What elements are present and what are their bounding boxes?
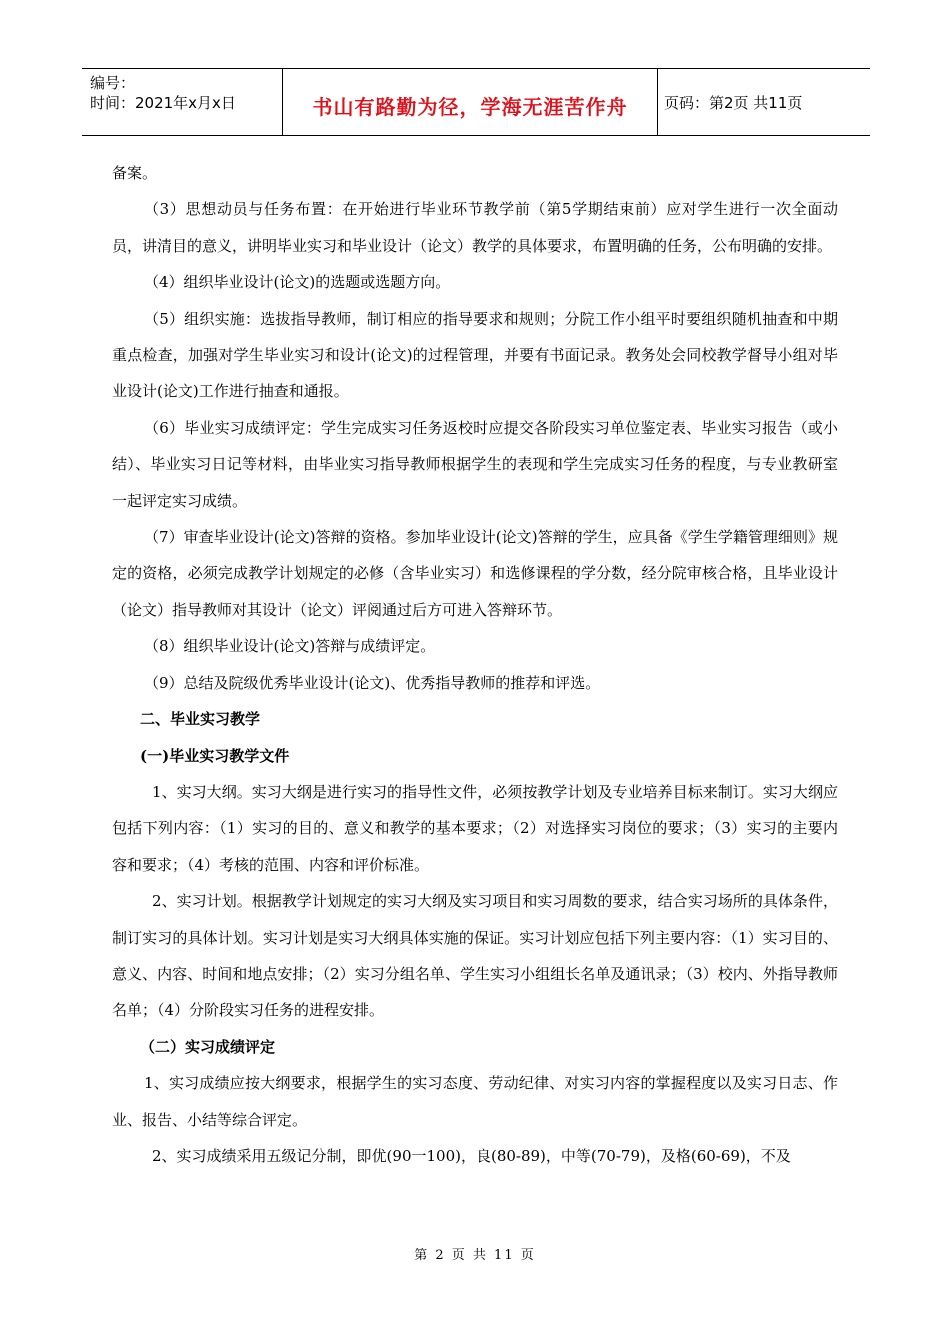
header-motto: 书山有路勤为径，学海无涯苦作舟 (283, 69, 658, 135)
page-footer: 第 2 页 共 11 页 (414, 1248, 536, 1263)
paragraph: （3）思想动员与任务布置：在开始进行毕业环节教学前（第5学期结束前）应对学生进行一次全面动员，讲清目的意义，讲明毕业实习和毕业设计（论文）教学的具体要求，布置明确的任务，公布明确的安排。 (112, 200, 838, 255)
paragraph: （8）组织毕业设计(论文)答辩与成绩评定。 (144, 637, 436, 656)
header-page-info: 页码：第2页 共11页 (664, 93, 803, 112)
paragraph: （6）毕业实习成绩评定：学生完成实习任务返校时应提交各阶段实习单位鉴定表、毕业实习报告（或小结）、毕业实习日记等材料，由毕业实习指导教师根据学生的表现和学生完成实习任务的程度，与专业教研室一起评定实习成绩。 (112, 418, 838, 510)
paragraph: （7）审查毕业设计(论文)答辩的资格。参加毕业设计(论文)答辩的学生，应具备《学生学籍管理细则》规定的资格，必须完成教学计划规定的必修（含毕业实习）和选修课程的学分数，经分院审核合格，且毕业设计（论文）指导教师对其设计（论文）评阅通过后方可进入答辩环节。 (112, 528, 838, 619)
document-time: 时间：2021年x月x日 (90, 94, 236, 112)
paragraph: 1、实习大纲。实习大纲是进行实习的指导性文件，必须按教学计划及专业培养目标来制订。实习大纲应包括下列内容：（1）实习的目的、意义和教学的基本要求；（2）对选择实习岗位的要求；（3）实习的主要内容和要求；（4）考核的范围、内容和评价标准。 (112, 782, 838, 874)
page-header (82, 68, 870, 136)
paragraph: 备案。 (112, 164, 158, 182)
paragraph: 1、实习成绩应按大纲要求，根据学生的实习态度、劳动纪律、对实习内容的掌握程度以及实习日志、作业、报告、小结等综合评定。 (112, 1074, 838, 1129)
paragraph: （5）组织实施：选拔指导教师，制订相应的指导要求和规则；分院工作小组平时要组织随机抽查和中期重点检查，加强对学生毕业实习和设计(论文)的过程管理，并要有书面记录。教务处会同校教学督导小组对毕业设计(论文)工作进行抽查和通报。 (112, 309, 838, 401)
subsection-heading: (一)毕业实习教学文件 (140, 746, 290, 765)
section-heading: 二、毕业实习教学 (140, 710, 261, 729)
paragraph: （4）组织毕业设计(论文)的选题或选题方向。 (144, 273, 451, 292)
subsection-heading: （二）实习成绩评定 (140, 1037, 276, 1056)
header-meta (82, 69, 283, 135)
paragraph: （9）总结及院级优秀毕业设计(论文)、优秀指导教师的推荐和评选。 (144, 673, 601, 692)
paragraph: 2、实习成绩采用五级记分制，即优(90一100)，良(80-89)，中等(70-79)，及格(60-69)，不及 (152, 1146, 791, 1165)
document-body (112, 155, 838, 1174)
document-number: 编号： (90, 74, 136, 92)
paragraph: 2、实习计划。根据教学计划规定的实习大纲及实习项目和实习周数的要求，结合实习场所的具体条件，制订实习的具体计划。实习计划是实习大纲具体实施的保证。实习计划应包括下列主要内容：（1）实习目的、意义、内容、时间和地点安排；（2）实习分组名单、学生实习小组组长名单及通讯录；（3）校内、外指导教师名单；（4）分阶段实习任务的进程安排。 (112, 892, 838, 1020)
